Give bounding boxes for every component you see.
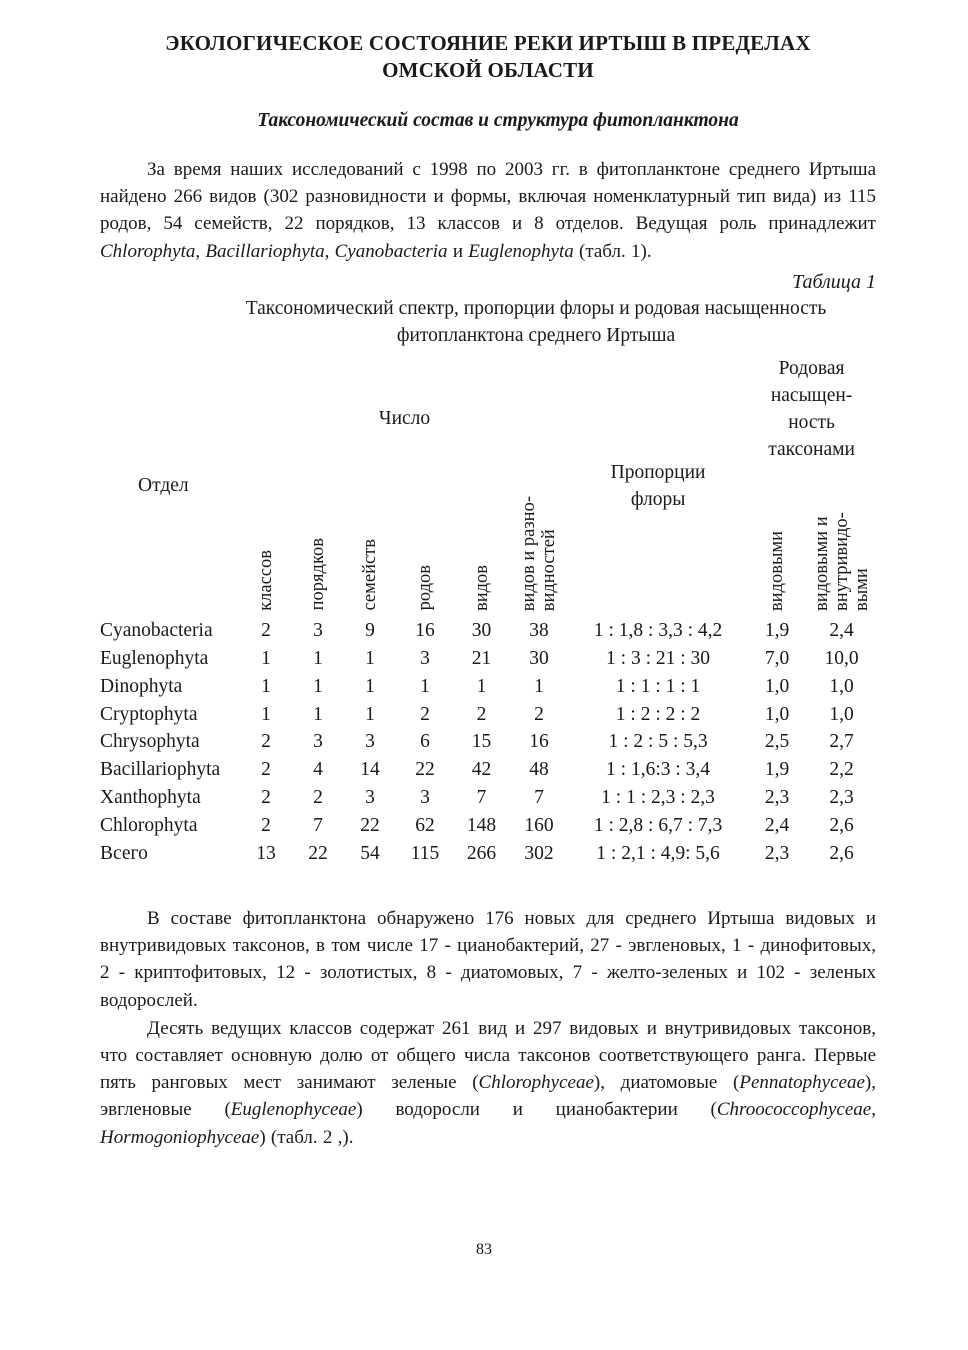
cell-division: Всего	[100, 842, 148, 864]
header-families: семейств	[360, 539, 380, 611]
cell-sat-species: 1,0	[764, 675, 790, 697]
header-sat-infraspecific: видовыми и внутривидо- выми	[811, 512, 872, 611]
cell-classes: 2	[261, 620, 271, 642]
paragraph-new-taxa: В составе фитопланктона обнаружено 176 новых для среднего Иртыша видовых и внутривидовых таксонов, в том числе 17 - цианобактерий, 27 - эвгленовых, 1 - динофитовых, 2 - криптофитовых, 12 - золотистых, 8 - диатомовых, 7 - желто-зеленых и 102 - зеленых водорослей.	[100, 907, 876, 1011]
cell-genera: 115	[410, 842, 440, 864]
cell-genera: 62	[415, 814, 435, 836]
cell-species: 30	[471, 620, 492, 642]
intro-paragraph: За время наших исследований с 1998 по 2003 гг. в фитопланктоне среднего Иртыша найдено 266 видов (302 разновидности и формы, включая номенклатурный тип вида) из 115 родов, 54 семейств, 22 порядков, 13 классов и 8 отделов. Ведущая роль принадлежит Chlorophyta, Bacillariophyta, Cyanobacteria и Euglenophyta (табл. 1).	[100, 159, 876, 262]
cell-sat-infraspecific: 2,2	[829, 759, 854, 781]
cell-families: 22	[360, 814, 380, 836]
cell-genera: 3	[420, 648, 430, 669]
cell-sat-species: 1,0	[764, 703, 790, 725]
cell-sat-species: 1,9	[764, 759, 790, 781]
cell-sat-species: 2,4	[764, 814, 790, 836]
cell-species: 266	[466, 842, 497, 864]
cell-genera: 2	[420, 703, 430, 725]
cell-division: Dinophyta	[100, 675, 183, 697]
header-proportions: Пропорции флоры	[610, 461, 706, 510]
table-row	[100, 672, 876, 700]
cell-families: 3	[365, 731, 375, 753]
cell-division: Chlorophyta	[100, 814, 198, 836]
cell-genera: 1	[420, 675, 430, 697]
cell-division: Xanthophyta	[100, 786, 201, 808]
cell-orders: 1	[313, 703, 323, 725]
cell-species: 15	[471, 731, 492, 753]
cell-orders: 7	[313, 814, 323, 836]
cell-genera: 3	[420, 786, 430, 808]
cell-species-and-varieties: 2	[534, 703, 544, 725]
cell-sat-infraspecific: 2,6	[829, 814, 854, 836]
cell-species: 148	[466, 814, 497, 836]
cell-proportions: 1 : 2 : 5 : 5,3	[608, 731, 708, 753]
section-heading: Таксономический состав и структура фитопланктона	[257, 110, 739, 131]
cell-species: 1	[476, 675, 487, 697]
cell-species-and-varieties: 16	[529, 731, 549, 753]
cell-orders: 3	[313, 620, 323, 642]
cell-orders: 22	[308, 842, 328, 864]
cell-species-and-varieties: 1	[534, 675, 544, 697]
table-row	[100, 784, 876, 812]
cell-orders: 2	[313, 786, 323, 808]
cell-species-and-varieties: 7	[534, 786, 544, 808]
cell-sat-species: 2,3	[764, 786, 790, 808]
cell-species-and-varieties: 302	[524, 842, 554, 864]
cell-proportions: 1 : 2,8 : 6,7 : 7,3	[593, 814, 723, 836]
cell-classes: 2	[261, 814, 271, 836]
cell-classes: 1	[261, 675, 271, 697]
cell-classes: 2	[261, 786, 271, 808]
cell-orders: 3	[313, 731, 323, 753]
cell-genera: 6	[420, 731, 430, 753]
header-classes: классов	[256, 549, 276, 611]
cell-sat-infraspecific: 2,7	[829, 731, 854, 753]
cell-sat-species: 2,5	[764, 731, 790, 753]
cell-genera: 16	[415, 620, 435, 642]
cell-sat-infraspecific: 2,3	[829, 786, 854, 808]
table-label: Таблица 1	[792, 270, 876, 293]
cell-division: Cryptophyta	[100, 703, 198, 725]
cell-proportions: 1 : 1 : 1 : 1	[615, 675, 701, 697]
cell-families: 1	[365, 648, 375, 669]
table-row	[100, 756, 876, 784]
page-number: 83	[476, 1241, 492, 1258]
cell-sat-species: 7,0	[764, 648, 790, 669]
cell-classes: 1	[261, 648, 271, 669]
header-orders: порядков	[308, 538, 328, 611]
header-count-group: Число	[378, 408, 431, 430]
cell-proportions: 1 : 2,1 : 4,9: 5,6	[596, 842, 720, 864]
table-row	[100, 811, 876, 839]
cell-sat-infraspecific: 2,6	[829, 842, 854, 864]
cell-families: 1	[365, 703, 375, 725]
cell-orders: 1	[313, 648, 323, 669]
header-sat-species: видовыми	[767, 530, 788, 611]
cell-orders: 4	[313, 759, 323, 781]
cell-division: Bacillariophyta	[100, 759, 221, 781]
cell-species: 42	[471, 759, 492, 781]
cell-proportions: 1 : 1,6:3 : 3,4	[606, 759, 711, 781]
table-row	[100, 617, 876, 645]
cell-proportions: 1 : 1 : 2,3 : 2,3	[601, 786, 715, 808]
page-content	[100, 30, 876, 1151]
running-title: ЭКОЛОГИЧЕСКОЕ СОСТОЯНИЕ РЕКИ ИРТЫШ В ПРЕДЕЛАХ ОМСКОЙ ОБЛАСТИ	[165, 31, 811, 82]
cell-sat-species: 2,3	[764, 842, 790, 864]
cell-species-and-varieties: 30	[529, 648, 549, 669]
cell-sat-species: 1,9	[764, 620, 790, 642]
header-genera: родов	[415, 565, 435, 611]
cell-division: Euglenophyta	[100, 648, 209, 669]
cell-families: 54	[360, 842, 380, 864]
cell-classes: 2	[261, 731, 271, 753]
cell-species-and-varieties: 160	[524, 814, 554, 836]
cell-families: 1	[365, 675, 375, 697]
cell-families: 14	[360, 759, 380, 781]
table-body	[100, 617, 876, 867]
header-division: Отдел	[138, 475, 189, 497]
header-species: видов	[471, 564, 492, 611]
cell-species: 2	[476, 703, 487, 725]
cell-classes: 13	[256, 842, 276, 864]
cell-families: 9	[365, 620, 375, 642]
cell-classes: 2	[261, 759, 271, 781]
cell-orders: 1	[313, 675, 323, 697]
table-row	[100, 700, 876, 728]
cell-sat-infraspecific: 1,0	[829, 703, 854, 725]
cell-families: 3	[365, 786, 375, 808]
cell-genera: 22	[415, 759, 435, 781]
table-row	[100, 645, 876, 673]
table-title: Таксономический спектр, пропорции флоры и родовая насыщенность фитопланктона среднего Иртыша	[245, 297, 827, 346]
cell-sat-infraspecific: 2,4	[829, 620, 854, 642]
cell-species: 21	[471, 648, 492, 669]
cell-sat-infraspecific: 10,0	[824, 648, 859, 669]
header-saturation-group: Родовая насыщен-ность таксонами	[768, 357, 855, 460]
cell-classes: 1	[261, 703, 271, 725]
paragraph-leading-classes: Десять ведущих классов содержат 261 вид и 297 видовых и внутривидовых таксонов, что составляет основную долю от общего числа таксонов соответствующего ранга. Первые пять ранговых мест занимают зеленые (Chlorophyceae), диатомовые (Pennatophyceae), эвгленовые (Euglenophyceae) водоросли и цианобактерии (Chroococcophyceae, Hormogoniophyceae) (табл. 2 ,).	[100, 1017, 876, 1148]
cell-species: 7	[476, 786, 487, 808]
cell-species-and-varieties: 48	[529, 759, 549, 781]
cell-division: Cyanobacteria	[100, 620, 213, 642]
cell-proportions: 1 : 1,8 : 3,3 : 4,2	[593, 620, 723, 642]
cell-species-and-varieties: 38	[529, 620, 549, 642]
cell-proportions: 1 : 3 : 21 : 30	[606, 648, 711, 669]
table-row	[100, 728, 876, 756]
cell-sat-infraspecific: 1,0	[829, 675, 854, 697]
table-row	[100, 839, 876, 867]
taxonomic-spectrum-table	[100, 355, 876, 867]
cell-division: Chrysophyta	[100, 731, 200, 753]
cell-proportions: 1 : 2 : 2 : 2	[615, 703, 701, 725]
header-species-and-varieties: видов и разно- видностей	[519, 495, 560, 611]
